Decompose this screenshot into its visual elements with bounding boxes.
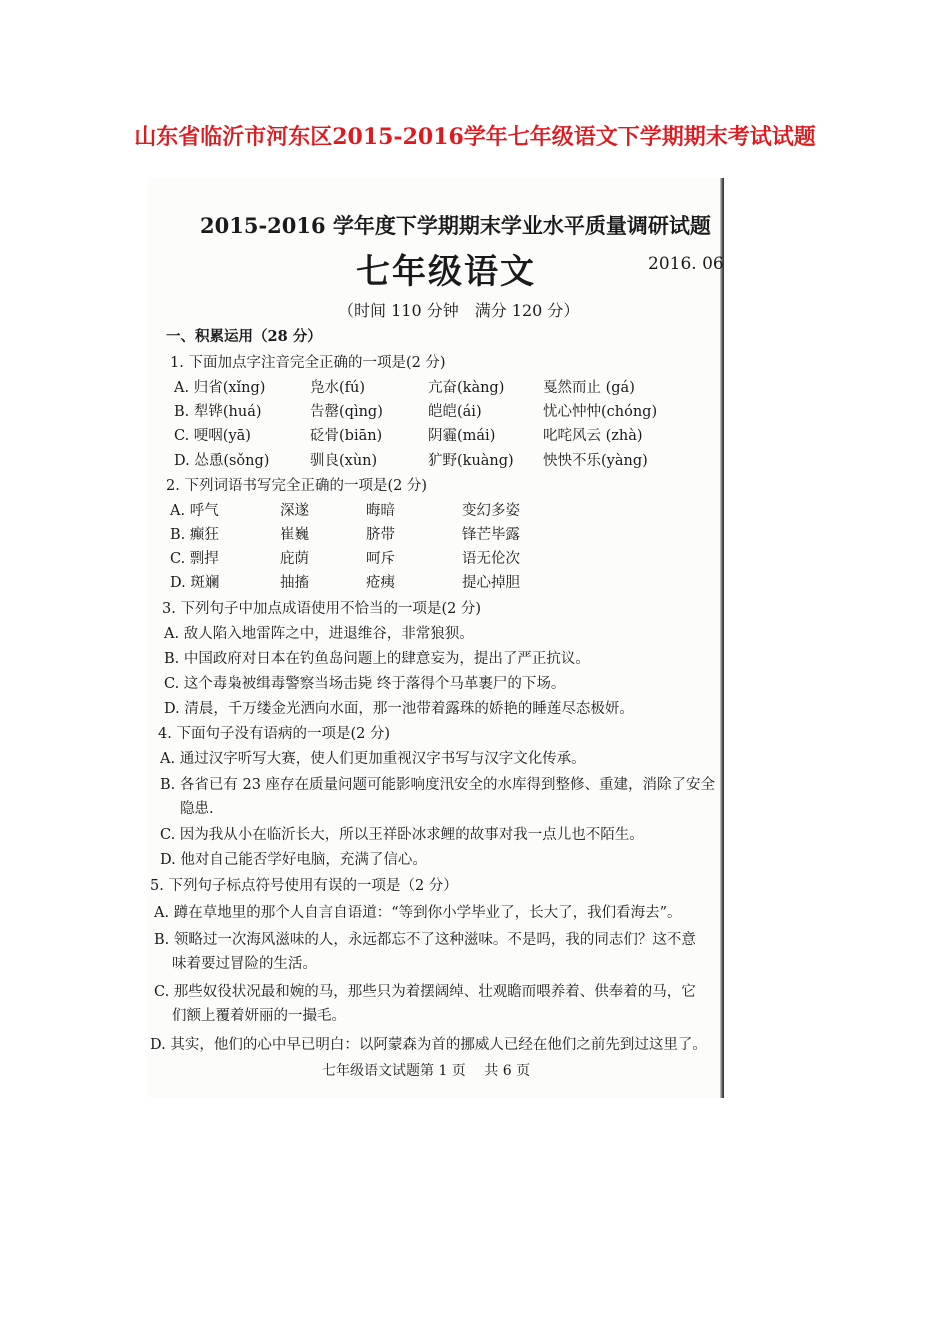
exam-date: 2016. 06	[648, 254, 724, 274]
q2-option-a-1: A. 呼气	[170, 503, 219, 519]
q1-option-d-2: 驯良(xùn)	[310, 453, 378, 469]
q3-option-a: A. 敌人陷入地雷阵之中，进退维谷，非常狼狈。	[164, 626, 474, 642]
q2-option-d-1: D. 斑斓	[170, 575, 220, 591]
q4-option-b-cont: 隐患.	[180, 801, 214, 817]
question-2-stem: 2. 下列词语书写完全正确的一项是(2 分)	[166, 478, 428, 494]
exam-heading: 2015-2016 学年度下学期期末学业水平质量调研试题	[200, 213, 711, 238]
question-1-stem: 1. 下面加点字注音完全正确的一项是(2 分)	[170, 355, 446, 371]
q4-option-b: B. 各省已有 23 座存在质量问题可能影响度汛安全的水库得到整修、重建，消除了安全	[160, 777, 716, 793]
q5-option-d: D. 其实，他们的心中早已明白：以阿蒙森为首的挪威人已经在他们之前先到过这里了。	[150, 1037, 707, 1053]
q1-option-a-4: 戛然而止 (gá)	[543, 380, 635, 396]
q5-option-b-cont: 味着要过冒险的生活。	[172, 956, 317, 972]
q2-option-b-4: 锋芒毕露	[462, 527, 520, 543]
q2-option-c-2: 庇荫	[280, 551, 309, 567]
q5-option-a: A. 蹲在草地里的那个人自言自语道：“等到你小学毕业了，长大了，我们看海去”。	[154, 905, 682, 921]
q1-option-a-3: 亢奋(kàng)	[428, 380, 505, 396]
q2-option-c-4: 语无伦次	[462, 551, 520, 567]
q1-option-d-3: 犷野(kuàng)	[428, 453, 514, 469]
q5-option-c-cont: 们额上覆着妍丽的一撮毛。	[172, 1008, 346, 1024]
scan-edge-shadow	[720, 178, 724, 1098]
question-5-stem: 5. 下列句子标点符号使用有误的一项是（2 分）	[150, 878, 458, 894]
q2-option-c-1: C. 剽捍	[170, 551, 219, 567]
q1-option-b-4: 忧心忡忡(chóng)	[543, 404, 658, 420]
q4-option-a: A. 通过汉字听写大赛，使人们更加重视汉字书写与汉字文化传承。	[160, 751, 586, 767]
q5-option-c: C. 那些奴役状况最和婉的马，那些只为着摆阔绰、壮观瞻而喂养着、供奉着的马，它	[154, 984, 696, 1000]
q4-option-c: C. 因为我从小在临沂长大，所以王祥卧冰求鲤的故事对我一点儿也不陌生。	[160, 827, 644, 843]
q2-option-d-2: 抽搐	[280, 575, 309, 591]
q3-option-c: C. 这个毒枭被缉毒警察当场击毙 终于落得个马革裹尸的下场。	[164, 676, 566, 692]
q2-option-d-3: 疮痍	[366, 575, 395, 591]
q2-option-a-2: 深遂	[280, 503, 309, 519]
q1-option-d-4: 怏怏不乐(yàng)	[543, 453, 648, 469]
page-footer: 七年级语文试题第 1 页 共 6 页	[322, 1063, 531, 1079]
q2-option-b-3: 脐带	[366, 527, 395, 543]
q1-option-c-3: 阴霾(mái)	[428, 428, 496, 444]
section-heading: 一、积累运用（28 分）	[166, 328, 322, 345]
q1-option-b-3: 皑皑(ái)	[428, 404, 482, 420]
q1-option-b-2: 告罄(qìng)	[310, 404, 383, 420]
q1-option-c-2: 砭骨(biān)	[310, 428, 383, 444]
q2-option-b-2: 崔巍	[280, 527, 309, 543]
q1-option-d-1: D. 怂恿(sǒng)	[174, 453, 270, 469]
q1-option-c-4: 叱咤风云 (zhà)	[543, 428, 643, 444]
question-4-stem: 4. 下面句子没有语病的一项是(2 分)	[158, 726, 391, 742]
q1-option-a-1: A. 归省(xǐng)	[174, 380, 266, 396]
q1-option-a-2: 凫水(fú)	[310, 380, 366, 396]
q2-option-b-1: B. 癫狂	[170, 527, 219, 543]
q5-option-b: B. 领略过一次海风滋味的人，永远都忘不了这种滋味。不是吗，我的同志们？这不意	[154, 932, 696, 948]
q1-option-b-1: B. 犁铧(huá)	[174, 404, 262, 420]
question-3-stem: 3. 下列句子中加点成语使用不恰当的一项是(2 分)	[162, 601, 482, 617]
q2-option-a-3: 晦暗	[366, 503, 395, 519]
exam-subject: 七年级语文	[356, 252, 536, 292]
q3-option-d: D. 清晨，千万缕金光洒向水面，那一池带着露珠的娇艳的睡莲尽态极妍。	[164, 701, 634, 717]
q1-option-c-1: C. 哽咽(yā)	[174, 428, 251, 444]
q2-option-a-4: 变幻多姿	[462, 503, 520, 519]
exam-time-score: （时间 110 分钟 满分 120 分）	[338, 301, 580, 320]
q2-option-d-4: 提心掉胆	[462, 575, 520, 591]
q4-option-d: D. 他对自己能否学好电脑，充满了信心。	[160, 852, 427, 868]
q2-option-c-3: 呵斥	[366, 551, 395, 567]
q3-option-b: B. 中国政府对日本在钓鱼岛问题上的肆意妄为，提出了严正抗议。	[164, 651, 590, 667]
document-title: 山东省临沂市河东区2015-2016学年七年级语文下学期期末考试试题	[134, 124, 816, 150]
